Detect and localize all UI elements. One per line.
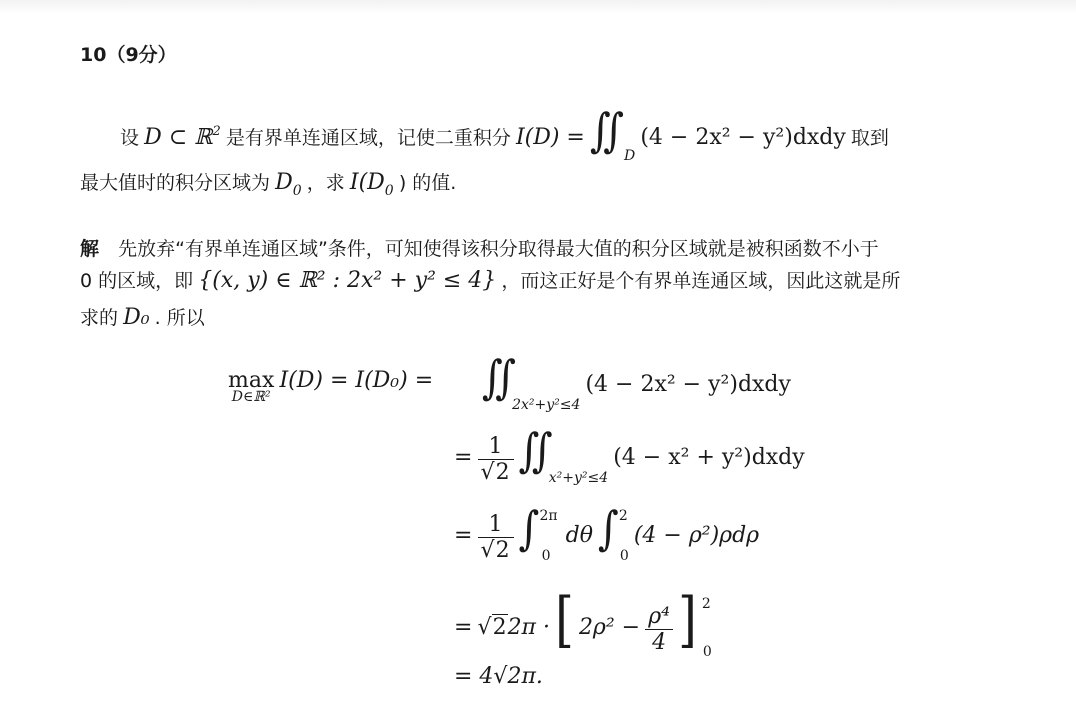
math-i-d0: $I(D_0$ <box>349 170 394 199</box>
equals-sign: = <box>454 615 473 640</box>
fraction-1-over-sqrt2: $\frac{1}{√2}$ <box>478 434 514 485</box>
derivation-step-2 <box>454 424 805 486</box>
solution-text: 求的 <box>80 307 119 329</box>
problem-line-1 <box>120 104 889 164</box>
bracket-content: 2ρ² − <box>578 615 641 640</box>
double-integral: $∬_{2x^2+y^2\le 4}$ <box>482 351 581 413</box>
equals-sign: = <box>454 523 473 548</box>
fraction-1-over-sqrt2: $\frac{1}{√2}$ <box>478 512 514 563</box>
problem-text: 取到 <box>850 127 889 149</box>
max-operator: max D∈ℝ² <box>228 368 275 405</box>
set-expression: {(x, y) ∈ ℝ² : 2x² + y² ≤ 4} <box>198 268 497 293</box>
solution-line-3 <box>80 303 205 330</box>
top-bar <box>0 0 1076 14</box>
dtheta: dθ <box>565 523 593 548</box>
solution-text: 先放弃“有界单连通区域”条件，可知使得该积分取得最大值的积分区域就是被积函数不小于 <box>118 238 879 260</box>
problem-header <box>80 40 177 67</box>
solution-line-2 <box>80 266 900 293</box>
lhs-expression: I(D) = I(D₀) = <box>279 368 434 393</box>
equals-sign: = <box>454 445 473 470</box>
solution-label: 解 <box>80 238 100 260</box>
evaluation-limits: $^2_0$ <box>701 596 712 660</box>
problem-line-2 <box>80 168 457 199</box>
problem-text: 设 <box>120 127 140 149</box>
solution-text: 0 的区域，即 <box>80 270 194 292</box>
problem-text: ) 的值. <box>398 172 457 194</box>
derivation-lhs <box>228 368 433 405</box>
double-integral: $∬_{x^2+y^2\le 4}$ <box>518 424 609 486</box>
math-d0: $D_0$ <box>275 170 302 199</box>
inner-integral: ∫$^2_0$ <box>598 502 629 564</box>
integrand: (4 − 2x² − y²)dxdy <box>585 372 791 397</box>
problem-score: （9分） <box>106 44 177 66</box>
derivation-step-1 <box>482 351 791 413</box>
right-bracket: ] <box>678 585 697 655</box>
solution-line-1 <box>80 234 879 261</box>
final-result: = 4√2π. <box>454 664 543 689</box>
math-i-of-d: I(D) = <box>515 125 585 150</box>
integrand: (4 − ρ²)ρdρ <box>633 523 760 548</box>
solution-text: ，而这正好是个有界单连通区域，因此这就是所 <box>501 270 901 292</box>
math-d-subset-r: D ⊂ ℝ$^2$ <box>144 124 221 150</box>
left-bracket: [ <box>555 585 574 655</box>
problem-number: 10 <box>80 44 107 66</box>
integrand: (4 − x² + y²)dxdy <box>613 445 805 470</box>
derivation-step-3 <box>454 502 760 564</box>
derivation-step-5 <box>454 664 543 689</box>
math-d0: D₀ <box>123 305 150 330</box>
sqrt2-pi: √22π · <box>477 615 551 640</box>
solution-text: . 所以 <box>154 307 205 329</box>
problem-text: 是有界单连通区域，记使二重积分 <box>225 127 511 149</box>
problem-text: ，求 <box>306 172 345 194</box>
double-integral: $∬_D$ <box>589 104 636 164</box>
fraction-rho4-over-4: $\frac{\text{ρ⁴}}{4}$ <box>645 604 673 655</box>
outer-integral: ∫$^{2\pi}_0$ <box>518 502 558 564</box>
problem-text: 最大值时的积分区域为 <box>80 172 271 194</box>
integrand: (4 − 2x² − y²)dxdy <box>640 125 846 150</box>
derivation-step-4 <box>454 585 712 660</box>
